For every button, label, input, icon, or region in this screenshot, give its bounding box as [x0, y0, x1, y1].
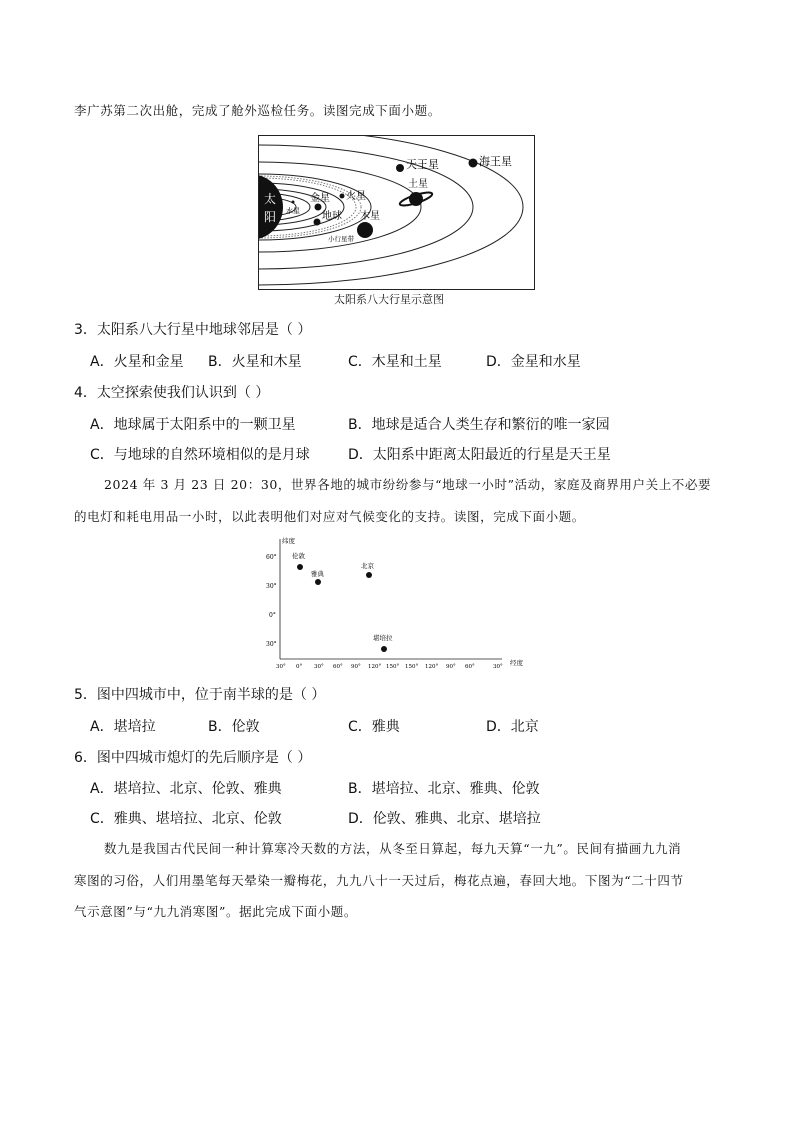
- intro-paragraph-3-line-1: 数九是我国古代民间一种计算寒冷天数的方法，从冬至日算起，每九天算“一九”。民间有描画九九消: [104, 841, 682, 856]
- q5-option-b[interactable]: B．伦敦: [208, 719, 260, 735]
- mars-dot: [340, 194, 345, 199]
- question-3-stem: 3．太阳系八大行星中地球邻居是（ ）: [74, 322, 312, 338]
- x-tick-6: 150°: [386, 664, 400, 670]
- city-location-figure: [262, 535, 530, 670]
- intro-paragraph-2-line-2: 的电灯和耗电用品一小时，以此表明他们对应对气候变化的支持。读图，完成下面小题。: [74, 509, 585, 524]
- x-tick-10: 60°: [465, 664, 475, 670]
- y-tick-60: 60°: [266, 554, 277, 561]
- q4-option-a[interactable]: A．地球属于太阳系中的一颗卫星: [90, 417, 296, 433]
- x-tick-11: 30°: [493, 664, 503, 670]
- x-tick-5: 120°: [368, 664, 382, 670]
- solar-system-diagram: [258, 135, 535, 290]
- canberra-point: [381, 646, 387, 652]
- x-tick-9: 90°: [446, 664, 456, 670]
- intro-paragraph-2-line-1: 2024 年 3 月 23 日 20：30，世界各地的城市纷纷参与“地球一小时”活动，家庭及商界用户关上不必要: [104, 477, 712, 492]
- neptune-label: 海王星: [479, 155, 512, 168]
- q5-option-a[interactable]: A．堪培拉: [90, 719, 156, 735]
- uranus-label: 天王星: [406, 158, 439, 171]
- intro-paragraph-1: 李广苏第二次出舱，完成了舱外巡检任务。读图完成下面小题。: [74, 103, 441, 118]
- q6-option-c[interactable]: C．雅典、堪培拉、北京、伦敦: [90, 811, 282, 827]
- beijing-point: [366, 572, 372, 578]
- mars-label: 火星: [346, 191, 366, 202]
- solar-system-figure: [258, 135, 535, 290]
- athens-point: [315, 579, 321, 585]
- question-6-stem: 6．图中四城市熄灯的先后顺序是（ ）: [74, 750, 312, 766]
- intro-paragraph-3-line-3: 气示意图”与“九九消寒图”。据此完成下面小题。: [74, 904, 357, 919]
- y-tick-0: 0°: [269, 612, 276, 619]
- london-label: 伦敦: [292, 552, 305, 560]
- x-tick-0: 30°: [276, 664, 286, 670]
- saturn-label: 土星: [408, 179, 428, 190]
- uranus-dot: [396, 164, 404, 172]
- athens-label: 雅典: [311, 570, 324, 578]
- x-tick-2: 30°: [314, 664, 324, 670]
- saturn-dot: [409, 192, 423, 206]
- question-4-stem: 4．太空探索使我们认识到（ ）: [74, 385, 270, 401]
- q3-option-c[interactable]: C．木星和土星: [348, 354, 442, 370]
- x-tick-8: 120°: [425, 664, 439, 670]
- earth-dot: [314, 219, 321, 226]
- mercury-dot: [292, 201, 295, 204]
- city-location-plot: [262, 535, 530, 670]
- y-axis-label: 纬度: [282, 537, 295, 545]
- q4-option-d[interactable]: D．太阳系中距离太阳最近的行星是天王星: [348, 447, 611, 463]
- venus-dot: [315, 204, 322, 211]
- q6-option-b[interactable]: B．堪培拉、北京、雅典、伦敦: [348, 781, 540, 797]
- q4-option-c[interactable]: C．与地球的自然环境相似的是月球: [90, 447, 310, 463]
- jupiter-dot: [357, 222, 373, 238]
- q4-option-b[interactable]: B．地球是适合人类生存和繁衍的唯一家园: [348, 417, 610, 433]
- sun-label-1: 太: [264, 192, 277, 206]
- canberra-label: 堪培拉: [373, 634, 393, 642]
- sun-label-2: 阳: [264, 210, 277, 224]
- intro-paragraph-3-line-2: 寒图的习俗，人们用墨笔每天晕染一瓣梅花，九九八十一天过后，梅花点遍，春回大地。下图为“二十四节: [74, 873, 684, 888]
- q6-option-d[interactable]: D．伦敦、雅典、北京、堪培拉: [348, 811, 541, 827]
- q3-option-a[interactable]: A．火星和金星: [90, 354, 184, 370]
- y-tick-30s: 30°: [266, 641, 277, 648]
- earth-label: 地球: [322, 211, 342, 222]
- london-point: [297, 564, 303, 570]
- q5-option-d[interactable]: D．北京: [486, 719, 539, 735]
- solar-figure-caption: 太阳系八大行星示意图: [334, 293, 444, 306]
- y-tick-30n: 30°: [266, 583, 277, 590]
- q5-option-c[interactable]: C．雅典: [348, 719, 400, 735]
- jupiter-label: 木星: [360, 211, 380, 222]
- asteroid-belt-label: 小行星带: [328, 235, 354, 243]
- q3-option-d[interactable]: D．金星和水星: [486, 354, 581, 370]
- x-tick-3: 60°: [333, 664, 343, 670]
- q3-option-b[interactable]: B．火星和木星: [208, 354, 302, 370]
- venus-label: 金星: [310, 193, 330, 204]
- x-tick-7: 150°: [405, 664, 419, 670]
- x-axis-label: 经度: [510, 659, 523, 667]
- x-tick-1: 0°: [296, 664, 303, 670]
- beijing-label: 北京: [361, 562, 374, 570]
- x-tick-4: 90°: [351, 664, 361, 670]
- neptune-dot: [469, 159, 478, 168]
- q6-option-a[interactable]: A．堪培拉、北京、伦敦、雅典: [90, 781, 282, 797]
- question-5-stem: 5．图中四城市中，位于南半球的是（ ）: [74, 687, 326, 703]
- mercury-label: 水星: [286, 207, 300, 215]
